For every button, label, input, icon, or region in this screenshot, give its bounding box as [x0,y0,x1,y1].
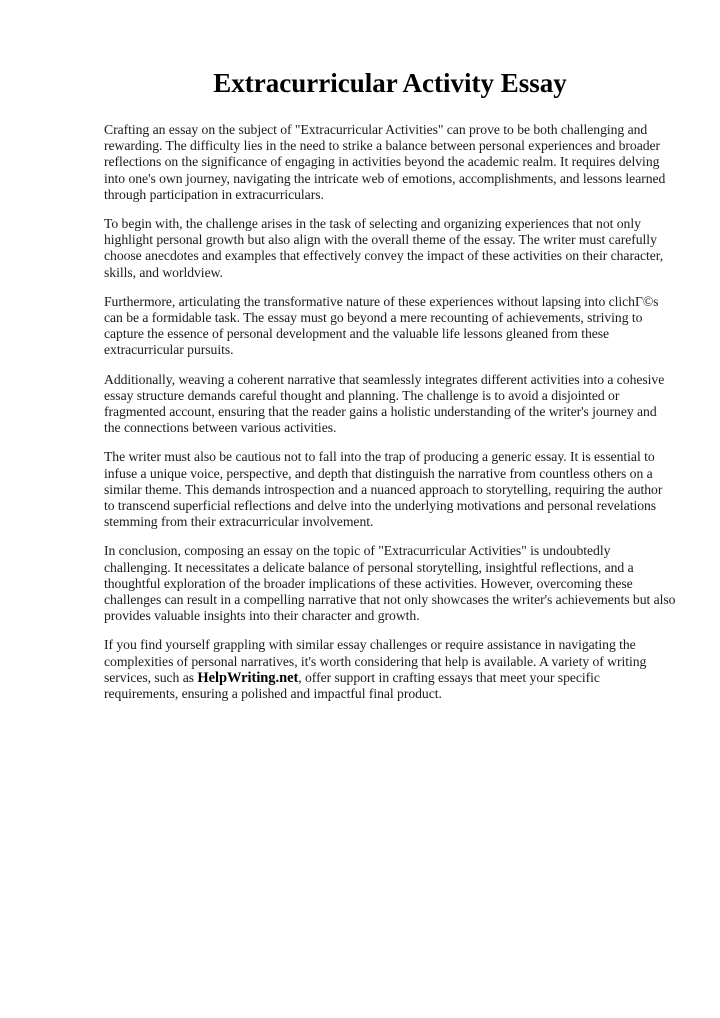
document-body [104,122,676,715]
help-text-after-link: , offer support in crafting essays that meet your specific requirements, ensuring a polished and impactful final product. [104,669,600,702]
paragraph-articulating: Furthermore, articulating the transformative nature of these experiences without lapsing into clichГ©s can be a formidable task. The essay must go beyond a mere recounting of achievements, striving to capture the essence of personal development and the valuable life lessons gleaned from these extracurricular pursuits. [104,293,659,358]
help-text-before-link: If you find yourself grappling with similar essay challenges or require assistance in navigating the complexities of personal narratives, it's worth considering that help is available. A variety of writing services, such as [104,637,647,685]
paragraph-intro: Crafting an essay on the subject of "Extracurricular Activities" can prove to be both challenging and rewarding. The difficulty lies in the need to strike a balance between personal experiences and broader reflections on the significance of engaging in activities beyond the academic realm. It requires delving into one's own journey, navigating the intricate web of emotions, accomplishments, and lessons learned through participation in extracurriculars. [104,122,666,202]
paragraph-selecting-experiences: To begin with, the challenge arises in the task of selecting and organizing experiences that not only highlight personal growth but also align with the overall theme of the essay. The writer must carefully choose anecdotes and examples that effectively convey the impact of these activities on their character, skills, and worldview. [104,216,664,280]
document-title: Extracurricular Activity Essay [213,68,567,98]
paragraph-generic-essay: The writer must also be cautious not to fall into the trap of producing a generic essay. It is essential to infuse a unique voice, perspective, and depth that distinguish the narrative from countless others on a similar theme. This demands introspection and a nuanced approach to storytelling, requiring the author to transcend superficial reflections and delve into the underlying motivations and personal revelations stemming from their extracurricular involvement. [104,449,663,530]
paragraph-conclusion: In conclusion, composing an essay on the topic of "Extracurricular Activities" is undoubtedly challenging. It necessitates a delicate balance of personal storytelling, insightful reflections, and a thoughtful exploration of the broader implications of these activities. However, overcoming these challenges can result in a compelling narrative that not only showcases the writer's achievements but also provides valuable insights into their character and growth. [104,543,676,624]
paragraph-narrative: Additionally, weaving a coherent narrative that seamlessly integrates different activities into a cohesive essay structure demands careful thought and planning. The challenge is to avoid a disjointed or fragmented account, ensuring that the reader gains a holistic understanding of the writer's journey and the connections between various activities. [104,371,665,436]
paragraph-help [104,637,676,702]
helpwriting-link[interactable]: HelpWriting.net [197,669,299,686]
